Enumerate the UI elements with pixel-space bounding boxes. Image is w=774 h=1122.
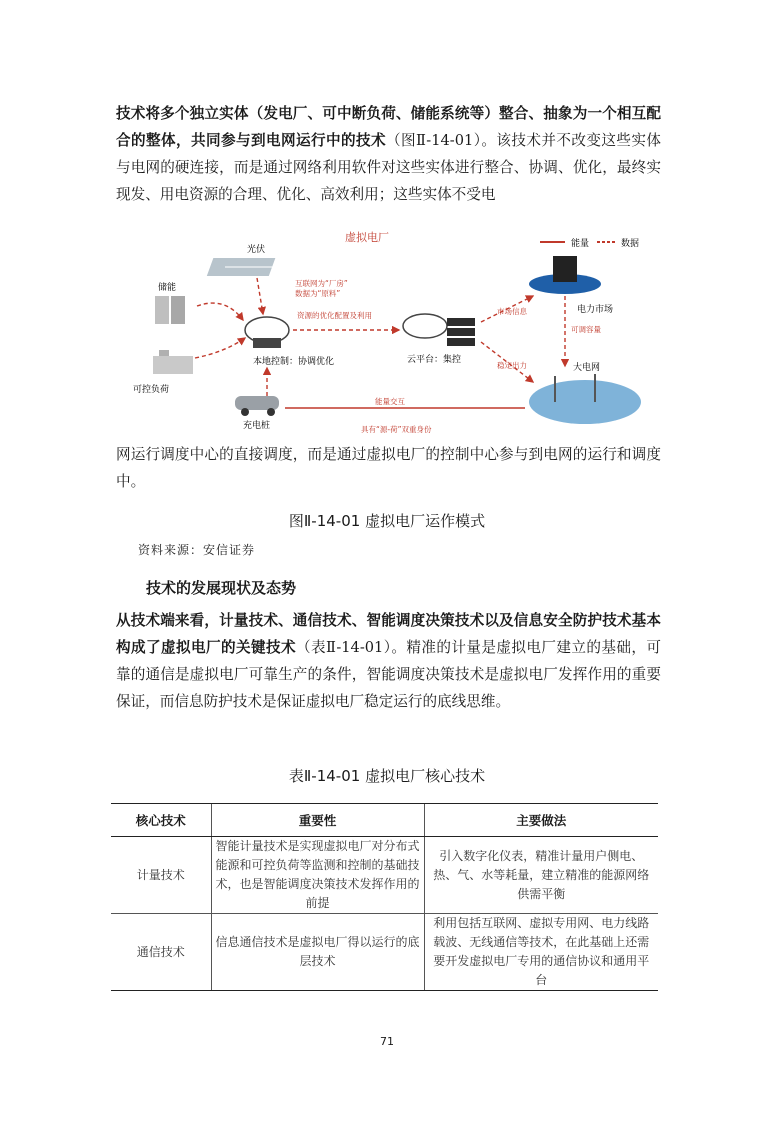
header-approach: 主要做法: [424, 804, 658, 837]
tech-bold-text: 从技术端来看，计量技术、通信技术、智能调度决策技术以及信息安全防护技术基本构成了虚拟电厂的关键技术: [116, 612, 661, 656]
header-tech: 核心技术: [111, 804, 211, 837]
legend-data-label: 数据: [621, 239, 640, 249]
virtual-power-plant-diagram: [125, 226, 657, 442]
factory-load-icon: [153, 350, 193, 374]
server-cloud-icon: [403, 314, 475, 346]
load-label: 可控负荷: [133, 385, 170, 395]
cell-tech: 通信技术: [111, 914, 211, 991]
figure-caption: 图Ⅱ-14-01 虚拟电厂运作模式: [288, 512, 486, 530]
table-row: [111, 914, 658, 991]
market-info-label: 市场信息: [497, 307, 527, 316]
energy-exchange-label: 能量交互: [375, 397, 405, 406]
cell-approach: 引入数字化仪表，精准计量用户侧电、热、气、水等耗量，建立精准的能源网络供需平衡: [424, 837, 658, 914]
ev-car-icon: [235, 396, 279, 416]
intro-normal-text: （图Ⅱ-14-01）。该技术并不改变这些实体与电网的硬连接，而是通过网络利用软件对这些实体进行整合、协调、优化，最终实现发、用电资源的合理、优化、高效利用；这些实体不受电: [116, 132, 661, 203]
market-label: 电力市场: [577, 305, 614, 315]
resource-label: 资源的优化配置及利用: [297, 311, 372, 320]
solar-panel-icon: [207, 258, 285, 276]
cloud-platform-label: 云平台：集控: [407, 355, 462, 365]
intro-paragraph: [116, 100, 661, 208]
data-raw-label: 数据为“原料”: [295, 289, 341, 298]
local-control-label: 本地控制：协调优化: [253, 357, 335, 367]
header-importance: 重要性: [211, 804, 424, 837]
cell-importance: 智能计量技术是实现虚拟电厂对分布式能源和可控负荷等监测和控制的基础技术，也是智能调度决策技术发挥作用的前提: [211, 837, 424, 914]
figure-title: 虚拟电厂: [345, 231, 389, 244]
grid-label: 大电网: [573, 363, 601, 373]
dispatch-label: 可调容量: [571, 325, 601, 334]
pv-label: 光伏: [247, 245, 266, 255]
internet-label: 互联网为“厂房”: [295, 279, 348, 288]
page-number: 71: [380, 1035, 394, 1048]
continuation-paragraph: 网运行调度中心的直接调度，而是通过虚拟电厂的控制中心参与到电网的运行和调度中。: [116, 446, 661, 490]
intro-bold-text: 技术将多个独立实体（发电厂、可中断负荷、储能系统等）整合、抽象为一个相互配合的整体，共同参与到电网运行中的技术: [116, 105, 661, 149]
cell-tech: 计量技术: [111, 837, 211, 914]
battery-storage-icon: [155, 296, 185, 324]
storage-label: 储能: [158, 283, 177, 293]
cell-importance: 信息通信技术是虚拟电厂得以运行的底层技术: [211, 914, 424, 991]
table-header-row: [111, 804, 658, 837]
section-heading: 技术的发展现状及态势: [146, 579, 297, 597]
output-label: 稳定出力: [497, 361, 527, 370]
table-row: [111, 837, 658, 914]
legend-energy-label: 能量: [571, 239, 590, 249]
tech-paragraph: [116, 607, 661, 715]
cloud-icon: [245, 317, 289, 348]
cell-approach: 利用包括互联网、虚拟专用网、电力线路载波、无线通信等技术，在此基础上还需要开发虚拟电厂专用的通信协议和通用平台: [424, 914, 658, 991]
dual-identity-label: 具有“源-荷”双重身份: [361, 425, 432, 434]
tech-normal-text: （表Ⅱ-14-01）。精准的计量是虚拟电厂建立的基础，可靠的通信是虚拟电厂可靠生产的条件，智能调度决策技术是虚拟电厂发挥作用的重要保证，而信息防护技术是保证虚拟电厂稳定运行的底线思维。: [116, 639, 661, 710]
power-grid-icon: [529, 374, 641, 424]
table-caption: 表Ⅱ-14-01 虚拟电厂核心技术: [288, 767, 486, 785]
source-note: 资料来源：安信证券: [138, 543, 256, 557]
market-chart-icon: [529, 256, 601, 294]
core-tech-table: [111, 803, 658, 991]
charger-label: 充电桩: [243, 421, 271, 431]
